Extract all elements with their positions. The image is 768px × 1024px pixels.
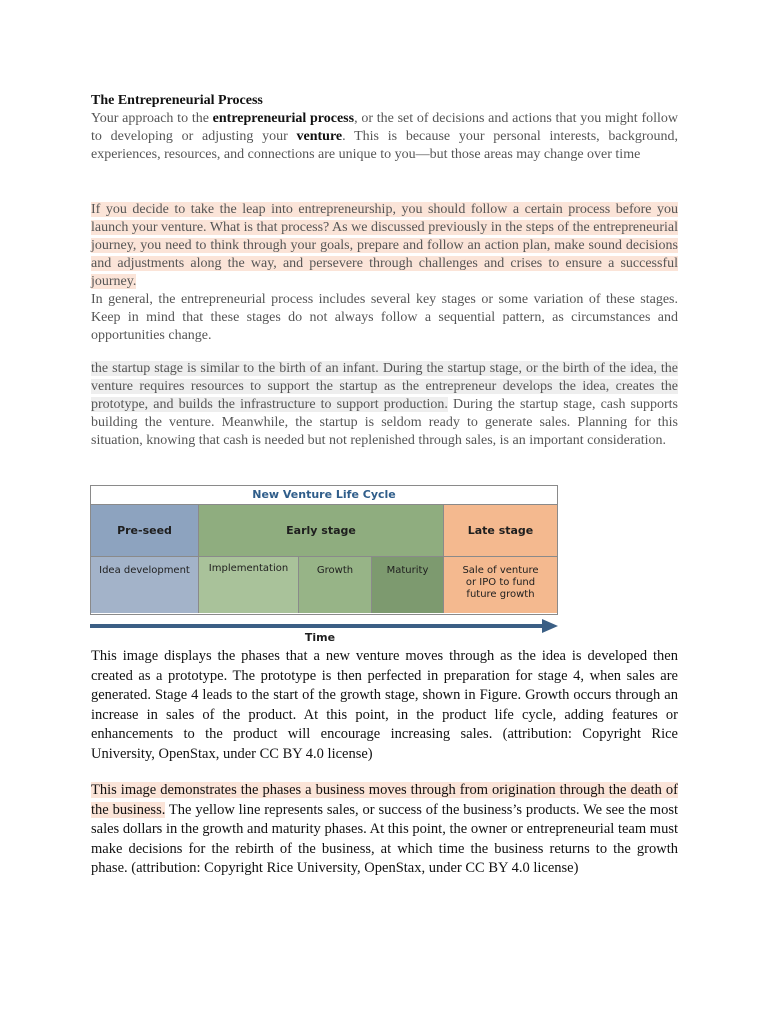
time-axis-label: Time — [304, 631, 336, 644]
bold-term: venture — [296, 129, 343, 144]
text-run: , or the set of decisions and actions that you might follow to developing or adjusting your — [91, 111, 678, 144]
venture-life-cycle-diagram — [90, 485, 558, 615]
paragraph-stages: In general, the entrepreneurial process includes several key stages or some variation of these stages. Keep in mind that these stages do not always follow a sequential pattern, as circumstances and opportunities change. — [91, 292, 678, 343]
section-intro — [91, 92, 678, 164]
stage-pre-seed: Pre-seed — [91, 505, 199, 557]
section-process — [91, 201, 678, 345]
paragraph-intro — [91, 110, 678, 164]
highlighted-text: the startup stage is similar to the birth of an infant. During the startup stage, or the birth of the idea, the venture requires resources to support the startup as the entrepreneur develops the idea, creates the prototype, and builds the infrastructure to support production. — [91, 361, 678, 412]
diagram-title: New Venture Life Cycle — [91, 486, 557, 505]
stage-early: Early stage — [199, 505, 444, 557]
stage-late: Late stage — [444, 505, 557, 557]
phase-idea-development: Idea development — [91, 557, 199, 613]
phase-sale-or-ipo: Sale of venture or IPO to fund future growth — [444, 557, 557, 613]
paragraph-startup — [91, 360, 678, 450]
paragraph-process — [91, 201, 678, 291]
text-run: . This is because your personal interests, background, experiences, resources, and connections are unique to you—but those areas may change over time — [91, 129, 678, 162]
text-run: The yellow line represents sales, or success of the business’s products. We see the most sales dollars in the growth and maturity phases. At this point, the owner or entrepreneurial team must make decisions for the rebirth of the business, at which time the business returns to the growth phase. (attribution: Copyright Rice University, OpenStax, under CC BY 4.0 license) — [91, 801, 679, 876]
phase-maturity: Maturity — [372, 557, 444, 613]
section-caption-2 — [91, 781, 678, 879]
text-run: During the startup stage, cash supports building the venture. Meanwhile, the startup is seldom ready to generate sales. Planning for this situation, knowing that cash is needed but not replenished through sales, is an important consideration. — [91, 397, 678, 448]
paragraph-caption-lifecycle — [91, 781, 678, 879]
highlighted-text: If you decide to take the leap into entrepreneurship, you should follow a certain process before you launch your venture. What is that process? As we discussed previously in the steps of the entrepreneurial journey, you need to think through your goals, prepare and follow an action plan, make sound decisions and adjustments along the way, and persevere through challenges and crises to ensure a successful journey. — [91, 202, 678, 289]
section-heading: The Entrepreneurial Process — [91, 93, 263, 108]
phase-growth: Growth — [299, 557, 372, 613]
bold-term: entrepreneurial process — [212, 111, 355, 126]
time-axis — [90, 619, 558, 645]
paragraph-caption-phases: This image displays the phases that a new venture moves through as the idea is developed then created as a prototype. The prototype is then perfected in preparation for stage 4, when sales are generated. Stage 4 leads to the start of the growth stage, shown in Figure. Growth occurs through an increase in sales of the product. At this point, in the product life cycle, adding features or enhancements to the product will encourage increasing sales. (attribution: Copyright Rice University, OpenStax, under CC BY 4.0 license) — [91, 648, 678, 762]
text-run: Your approach to the — [91, 111, 213, 126]
section-startup — [91, 360, 678, 450]
highlighted-text: This image demonstrates the phases a business moves through from origination through the death of the business. — [91, 782, 678, 818]
phase-implementation: Implementation — [199, 557, 299, 613]
section-caption-1 — [91, 647, 678, 764]
